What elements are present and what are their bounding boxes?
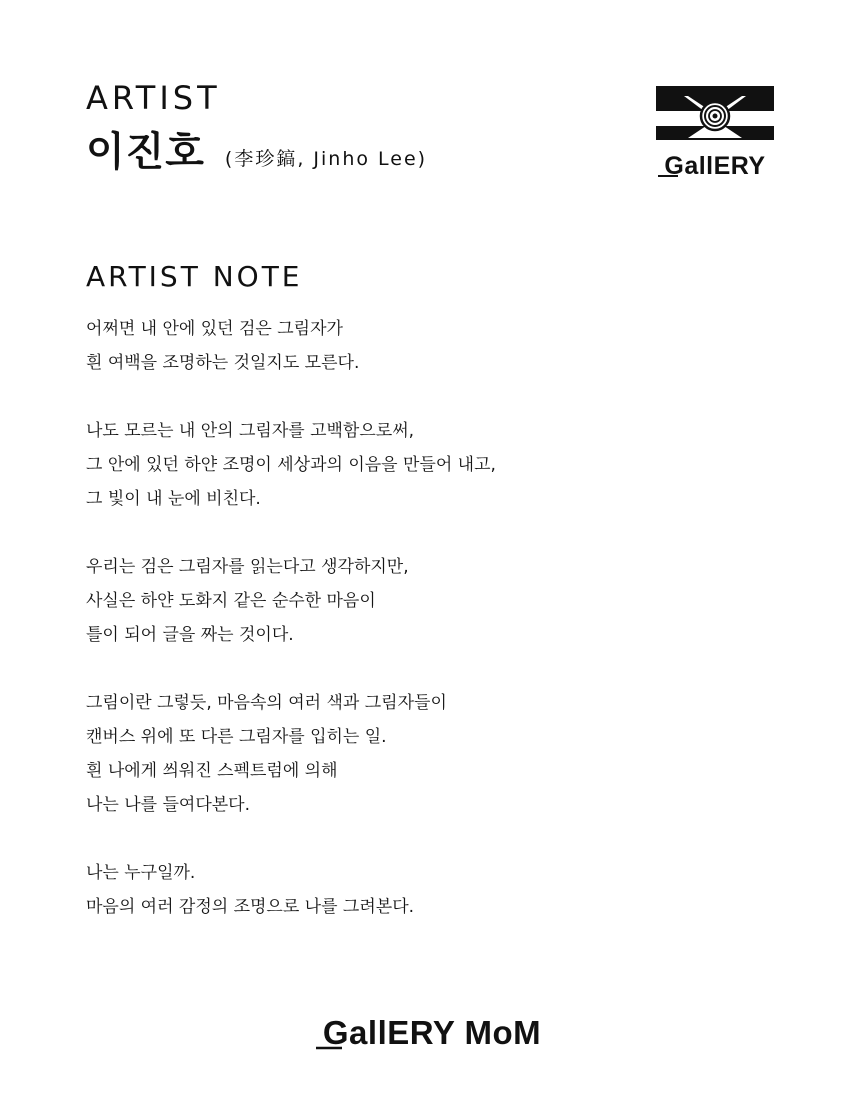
note-line: 나는 누구일까. <box>86 863 196 883</box>
note-line: 캔버스 위에 또 다른 그림자를 입히는 일. <box>86 727 387 747</box>
gallery-logo-top <box>654 84 776 180</box>
note-stanza <box>86 312 706 380</box>
artist-name-korean: 이진호 <box>86 129 205 175</box>
gallery-emblem-icon <box>656 86 774 140</box>
note-line: 그림이란 그렇듯, 마음속의 여러 색과 그림자들이 <box>86 693 447 713</box>
note-line: 나도 모르는 내 안의 그림자를 고백함으로써, <box>86 421 415 441</box>
note-stanza <box>86 414 706 516</box>
note-line: 사실은 하얀 도화지 같은 순수한 마음이 <box>86 591 376 611</box>
note-stanza <box>86 550 706 652</box>
note-line: 흰 여백을 조명하는 것일지도 모른다. <box>86 353 360 373</box>
note-line: 마음의 여러 감정의 조명으로 나를 그려본다. <box>86 897 415 917</box>
note-line: 어쩌면 내 안에 있던 검은 그림자가 <box>86 319 343 339</box>
artist-name-alt: (李珍鎬, Jinho Lee) <box>224 148 428 170</box>
note-line: 틀이 되어 글을 짜는 것이다. <box>86 625 294 645</box>
gallery-logo-text: GallERY <box>664 152 766 180</box>
artist-note-heading: ARTIST NOTE <box>86 260 303 293</box>
artist-note-body <box>86 312 706 958</box>
gallery-mom-logo-text: GallERY MoM <box>322 1014 542 1051</box>
note-line: 나는 나를 들여다본다. <box>86 795 251 815</box>
note-line: 흰 나에게 씌워진 스펙트럼에 의해 <box>86 761 338 781</box>
artist-name-row <box>86 126 427 178</box>
note-line: 그 빛이 내 눈에 비친다. <box>86 489 261 509</box>
note-line: 우리는 검은 그림자를 읽는다고 생각하지만, <box>86 557 409 577</box>
note-line: 그 안에 있던 하얀 조명이 세상과의 이음을 만들어 내고, <box>86 455 496 475</box>
gallery-mom-logo <box>312 1010 552 1054</box>
note-stanza <box>86 686 706 822</box>
note-stanza <box>86 856 706 924</box>
artist-label: ARTIST <box>86 79 221 117</box>
